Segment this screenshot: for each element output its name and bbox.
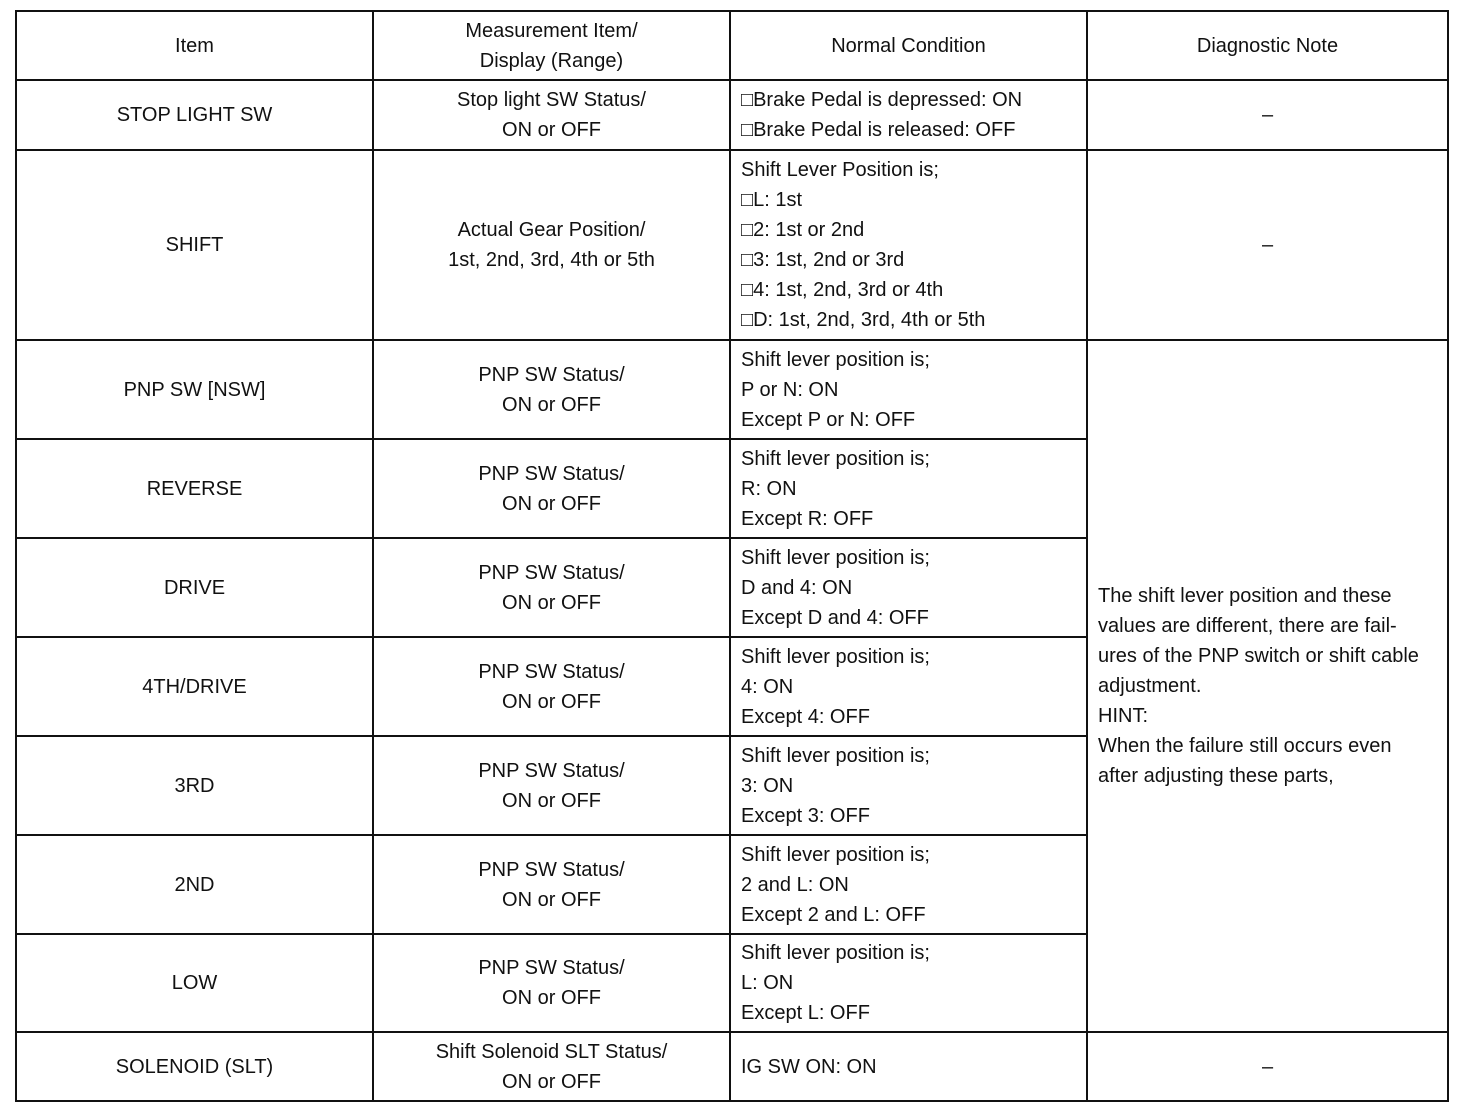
- header-diagnostic-note: Diagnostic Note: [1087, 11, 1448, 80]
- cell-line: PNP SW Status/: [478, 759, 625, 782]
- cell-line: Shift lever position is;: [741, 447, 930, 470]
- normal-condition-cell: [730, 1032, 1087, 1101]
- cell-line: □Brake Pedal is depressed: ON: [741, 89, 1023, 111]
- cell-line: 2 and L: ON: [741, 873, 849, 896]
- table-row: [16, 340, 1448, 439]
- cell-line: L: ON: [741, 972, 794, 994]
- header-normal-condition: Normal Condition: [730, 11, 1087, 80]
- diagnostic-note-cell: –: [1087, 80, 1448, 150]
- item-cell: 4TH/DRIVE: [16, 637, 373, 736]
- cell-line: PNP SW Status/: [478, 957, 625, 979]
- cell-line: ON or OFF: [502, 591, 601, 614]
- cell-line: Shift Solenoid SLT Status/: [435, 1040, 668, 1063]
- cell-line: PNP SW Status/: [478, 660, 625, 683]
- cell-line: ON or OFF: [502, 1070, 601, 1093]
- normal-condition-cell: [730, 736, 1087, 835]
- measurement-cell: [373, 538, 730, 637]
- item-cell: 3RD: [16, 736, 373, 835]
- cell-line: Shift Lever Position is;: [741, 159, 939, 181]
- pnp-note-hint: HINT:: [1098, 705, 1148, 727]
- cell-line: R: ON: [741, 477, 797, 500]
- header-measurement-line: Measurement Item/: [465, 19, 638, 42]
- item-cell: SHIFT: [16, 150, 373, 340]
- item-cell: 2ND: [16, 835, 373, 934]
- table-row: [16, 150, 1448, 340]
- measurement-cell: [373, 934, 730, 1032]
- item-cell: SOLENOID (SLT): [16, 1032, 373, 1101]
- cell-line: □Brake Pedal is released: OFF: [741, 119, 1016, 141]
- cell-line: Except 4: OFF: [741, 705, 870, 728]
- normal-condition-cell: [730, 835, 1087, 934]
- diagnostic-note-cell: –: [1087, 150, 1448, 340]
- cell-line: Except 3: OFF: [741, 804, 870, 827]
- cell-line: ON or OFF: [502, 393, 601, 416]
- cell-line: PNP SW Status/: [478, 363, 625, 386]
- cell-line: PNP SW Status/: [478, 462, 625, 485]
- normal-condition-cell: [730, 80, 1087, 150]
- cell-line: PNP SW Status/: [478, 561, 625, 584]
- cell-line: Shift lever position is;: [741, 942, 930, 964]
- cell-line: Except 2 and L: OFF: [741, 903, 926, 926]
- cell-line: □4: 1st, 2nd, 3rd or 4th: [741, 279, 944, 301]
- cell-line: P or N: ON: [741, 378, 839, 401]
- cell-line: PNP SW Status/: [478, 858, 625, 881]
- measurement-cell: [373, 80, 730, 150]
- item-cell: STOP LIGHT SW: [16, 80, 373, 150]
- normal-condition-cell: [730, 538, 1087, 637]
- cell-line: ON or OFF: [502, 119, 601, 141]
- cell-line: Shift lever position is;: [741, 744, 930, 767]
- measurement-cell: [373, 150, 730, 340]
- pnp-note-text: The shift lever position and these values are different, there are fail-ures of the PNP switch or shift cable adjustment.: [1098, 585, 1419, 697]
- cell-line: □D: 1st, 2nd, 3rd, 4th or 5th: [741, 309, 986, 331]
- header-measurement: [373, 11, 730, 80]
- cell-line: Shift lever position is;: [741, 546, 930, 569]
- normal-condition-cell: [730, 439, 1087, 538]
- diagnostic-table: [15, 10, 1449, 1102]
- item-cell: REVERSE: [16, 439, 373, 538]
- cell-line: Shift lever position is;: [741, 645, 930, 668]
- cell-line: Except P or N: OFF: [741, 408, 916, 431]
- cell-line: Stop light SW Status/: [457, 89, 646, 111]
- cell-line: 1st, 2nd, 3rd, 4th or 5th: [448, 249, 655, 271]
- cell-line: □L: 1st: [741, 189, 802, 211]
- cell-line: D and 4: ON: [741, 576, 853, 599]
- item-cell: LOW: [16, 934, 373, 1032]
- cell-line: Shift lever position is;: [741, 843, 930, 866]
- table-row: [16, 1032, 1448, 1101]
- measurement-cell: [373, 637, 730, 736]
- cell-line: ON or OFF: [502, 690, 601, 713]
- diagnostic-note-cell: –: [1087, 1032, 1448, 1101]
- normal-condition-cell: [730, 934, 1087, 1032]
- cell-line: Except D and 4: OFF: [741, 606, 929, 629]
- measurement-cell: [373, 1032, 730, 1101]
- cell-line: ON or OFF: [502, 789, 601, 812]
- cell-line: ON or OFF: [502, 987, 601, 1009]
- cell-line: Actual Gear Position/: [457, 219, 646, 241]
- cell-line: IG SW ON: ON: [741, 1055, 877, 1078]
- header-row: [16, 11, 1448, 80]
- table-row: [16, 80, 1448, 150]
- normal-condition-cell: [730, 150, 1087, 340]
- item-cell: DRIVE: [16, 538, 373, 637]
- cell-line: Shift lever position is;: [741, 348, 930, 371]
- pnp-note-hint-text: When the failure still occurs even after adjusting these parts,: [1098, 735, 1392, 787]
- cell-line: ON or OFF: [502, 888, 601, 911]
- cell-line: 4: ON: [741, 675, 794, 698]
- pnp-diagnostic-note: [1087, 340, 1448, 1032]
- item-cell: PNP SW [NSW]: [16, 340, 373, 439]
- normal-condition-cell: [730, 637, 1087, 736]
- measurement-cell: [373, 736, 730, 835]
- header-item: Item: [16, 11, 373, 80]
- measurement-cell: [373, 439, 730, 538]
- header-measurement-line: Display (Range): [479, 49, 624, 72]
- cell-line: □2: 1st or 2nd: [741, 219, 865, 241]
- measurement-cell: [373, 835, 730, 934]
- cell-line: ON or OFF: [502, 492, 601, 515]
- cell-line: 3: ON: [741, 774, 794, 797]
- normal-condition-cell: [730, 340, 1087, 439]
- measurement-cell: [373, 340, 730, 439]
- cell-line: □3: 1st, 2nd or 3rd: [741, 249, 905, 271]
- cell-line: Except R: OFF: [741, 507, 874, 530]
- cell-line: Except L: OFF: [741, 1002, 870, 1024]
